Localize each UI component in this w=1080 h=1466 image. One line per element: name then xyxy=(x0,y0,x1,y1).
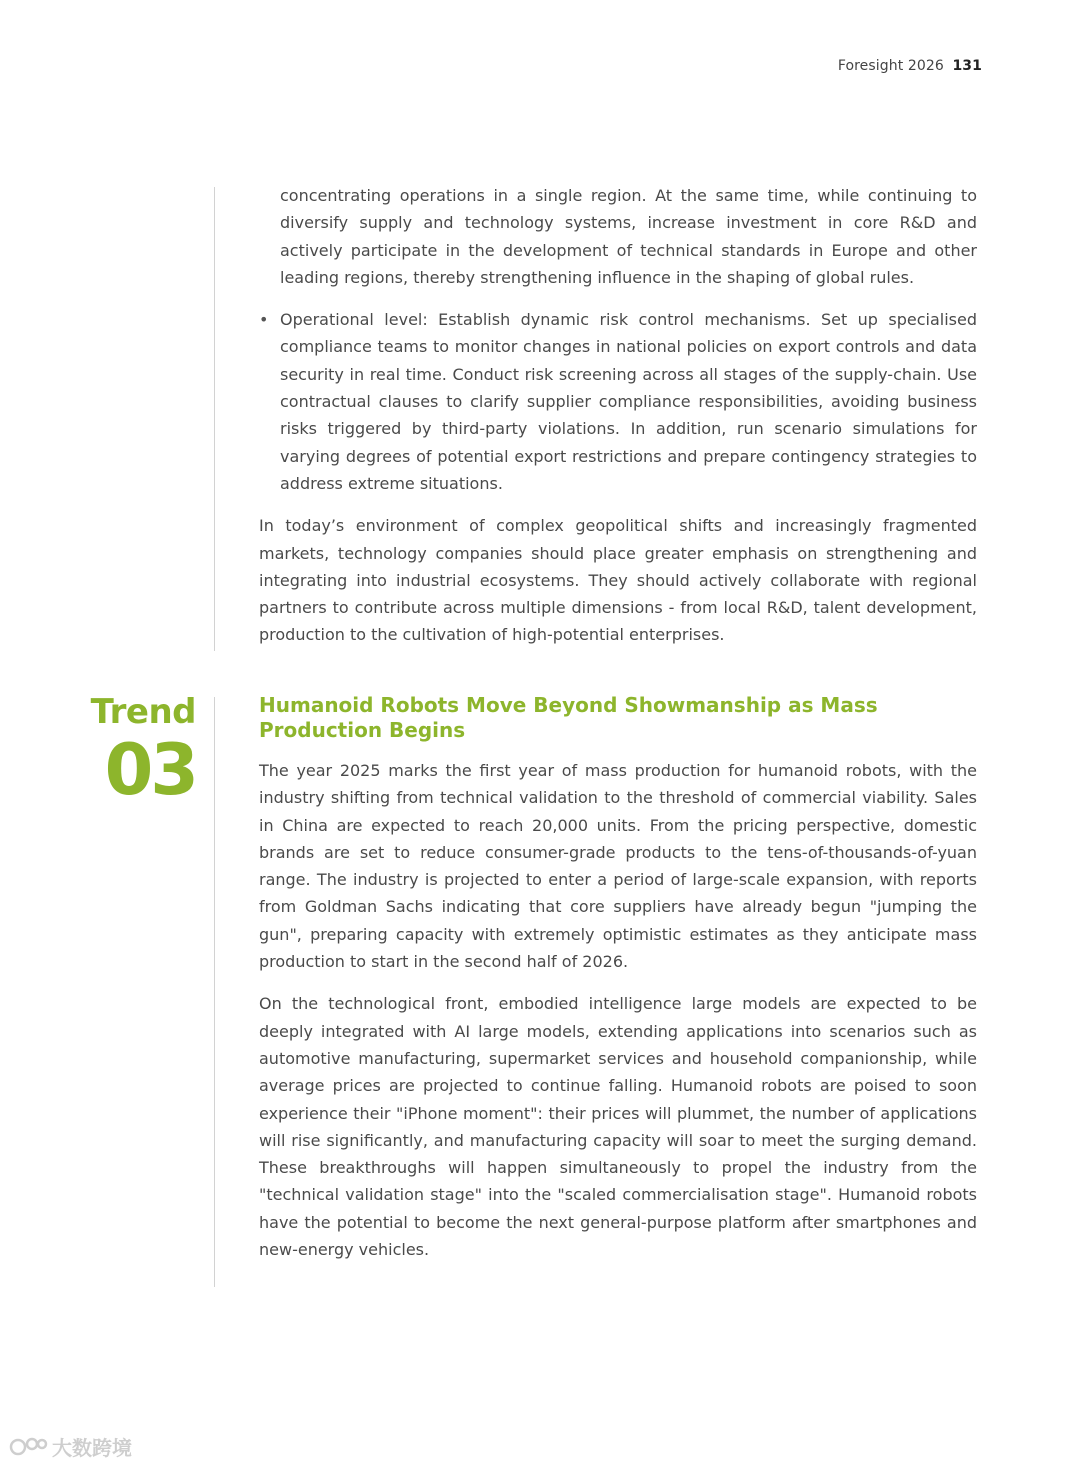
trend-number: 03 xyxy=(104,729,196,811)
trend-label: Trend xyxy=(90,692,196,732)
vertical-divider-top xyxy=(214,187,215,651)
running-header xyxy=(838,58,982,74)
header-title: Foresight 2026 xyxy=(837,58,944,74)
top-section xyxy=(259,182,977,649)
vertical-divider-trend xyxy=(214,697,215,1287)
watermark-text: 大数跨境 xyxy=(52,1436,132,1460)
operational-bullet-text: Operational level: Establish dynamic risk control mechanisms. Set up specialised compliance teams to monitor changes in national policies on export controls and data security in real time. Conduct risk screening across all stages of the supply-chain. Use contractual clauses to clarify supplier compliance responsibilities, avoiding business risks triggered by third-party violations. In addition, run scenario simulations for varying degrees of potential export restrictions and prepare contingency strategies to address extreme situations. xyxy=(280,310,977,493)
trend-paragraph-1: The year 2025 marks the first year of mass production for humanoid robots, with the industry shifting from technical validation to the threshold of commercial viability. Sales in China are expected to reach 20,000 units. From the pricing perspective, domestic brands are set to reduce consumer-grade products to the tens-of-thousands-of-yuan range. The industry is projected to enter a period of large-scale expansion, with reports from Goldman Sachs indicating that core suppliers have already begun "jumping the gun", preparing capacity with extremely optimistic estimates as they anticipate mass production to start in the second half of 2026. xyxy=(259,761,977,972)
operational-bullet xyxy=(259,306,977,497)
trend-heading: Humanoid Robots Move Beyond Showmanship as Mass Production Begins xyxy=(259,693,878,742)
watermark-logo-icon xyxy=(8,1436,48,1458)
continued-bullet-text: concentrating operations in a single region. At the same time, while continuing to diversify supply and technology systems, increase investment in core R&D and actively participate in the development of technical standards in Europe and other leading regions, thereby strengthening influence in the shaping of global rules. xyxy=(280,186,977,287)
page-number: 131 xyxy=(952,58,982,74)
bullet-marker: • xyxy=(259,310,269,330)
watermark xyxy=(8,1432,132,1461)
trend-paragraph-2: On the technological front, embodied intelligence large models are expected to be deeply integrated with AI large models, extending applications into scenarios such as automotive manufacturing, supermarket services and household companionship, while average prices are projected to continue falling. Humanoid robots are poised to soon experience their "iPhone moment": their prices will plummet, the number of applications will rise significantly, and manufacturing capacity will soar to meet the surging demand. These breakthroughs will happen simultaneously to propel the industry from the "technical validation stage" into the "scaled commercialisation stage". Humanoid robots have the potential to become the next general-purpose platform after smartphones and new-energy vehicles. xyxy=(259,994,977,1260)
closing-paragraph: In today’s environment of complex geopolitical shifts and increasingly fragmented markets, technology companies should place greater emphasis on strengthening and integrating into industrial ecosystems. They should actively collaborate with regional partners to contribute across multiple dimensions - from local R&D, talent development, production to the cultivation of high-potential enterprises. xyxy=(259,516,977,645)
trend-body xyxy=(259,757,977,1263)
